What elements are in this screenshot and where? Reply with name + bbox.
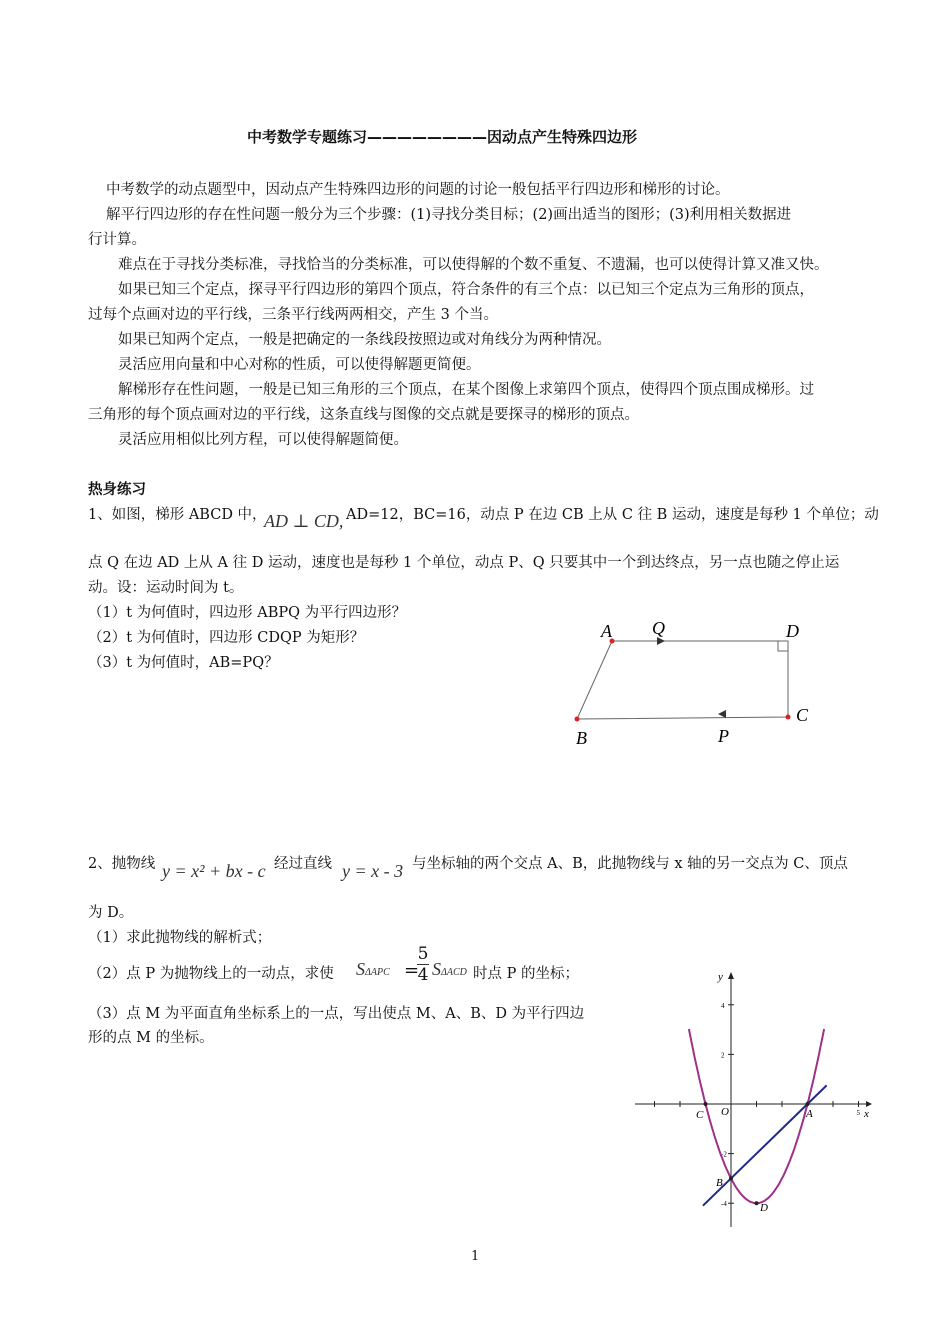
intro-line-7: 如果已知两个定点，一般是把确定的一条线段按照边或对角线分为两种情况。 [118,332,611,348]
right-angle-mark [778,641,788,651]
q2-mid: 经过直线 [274,856,332,872]
q2-rest: 与坐标轴的两个交点 A、B，此抛物线与 x 轴的另一交点为 C、顶点 [412,856,848,872]
q1-part-2: （2）t 为何值时，四边形 CDQP 为矩形？ [88,630,365,646]
y-axis-arrow [728,972,734,979]
q2-line-2: 为 D。 [88,905,134,921]
label-a: A [601,621,612,641]
graph-axes [635,972,872,1227]
parabola-curve [689,1029,824,1203]
q2-eq-sign: = [404,960,420,981]
graph-label-c: C [696,1109,704,1121]
graph-point-d [755,1201,759,1205]
x-tick-label: 5 [856,1109,860,1117]
graph-ticks [655,1002,861,1208]
q2-part-2-post: 时点 P 的坐标； [473,966,579,982]
graph-label-d: D [760,1202,768,1214]
page-title: 中考数学专题练习————————因动点产生特殊四边形 [247,128,638,146]
intro-line-10: 三角形的每个顶点画对边的平行线，这条直线与图像的交点就是要探寻的梯形的顶点。 [88,407,639,423]
q2-prefix: 2、抛物线 [88,856,156,872]
fraction-num: 5 [417,944,429,964]
graph-y-label: y [718,971,723,983]
q2-part-1: （1）求此抛物线的解析式； [88,930,272,946]
trapezoid-figure [560,615,820,750]
arrow-q [657,637,665,645]
section-heading: 热身练习 [88,482,146,498]
label-q: Q [652,618,665,638]
fraction [417,945,429,984]
intro-line-9: 解梯形存在性问题，一般是已知三角形的三个顶点，在某个图像上求第四个顶点，使得四个顶点围成梯形。过 [118,382,814,398]
q1-line-2: 点 Q 在边 AD 上从 A 往 D 运动，速度也是每秒 1 个单位，动点 P、Q 只要其中一个到达终点，另一点也随之停止运 [88,555,840,571]
fraction-den: 4 [417,965,429,985]
graph-label-a: A [806,1108,813,1120]
s2-sub: ΔACD [441,967,467,978]
arrow-p [718,710,726,718]
q2-eq1: y = x² + bx - c [162,861,266,881]
page-number: 1 [471,1249,480,1264]
q1-line-3: 动。设：运动时间为 t。 [88,580,244,596]
y-tick-label: -2 [721,1150,727,1159]
graph-origin-label: O [721,1106,729,1118]
s1-sub: ΔAPC [365,967,390,978]
point-c [786,715,791,720]
q1-math: AD ⊥ CD, [264,511,344,531]
s2-letter: S [432,959,441,979]
s1-letter: S [356,959,365,979]
intro-line-8: 灵活应用向量和中心对称的性质，可以使得解题更简便。 [118,357,481,373]
q1-part-3: （3）t 为何值时，AB=PQ？ [88,655,279,671]
q2-s1 [356,959,390,980]
y-tick-label: 2 [721,1051,725,1060]
graph-point-c [704,1102,708,1106]
q2-part-3-line-1: （3）点 M 为平面直角坐标系上的一点，写出使点 M、A、B、D 为平行四边 [88,1006,585,1022]
intro-line-4: 难点在于寻找分类标准，寻找恰当的分类标准，可以使得解的个数不重复、不遗漏，也可以使得计算又准又快。 [118,257,829,273]
label-b: B [576,728,587,748]
graph-label-b: B [716,1177,723,1189]
trapezoid-outline [577,641,788,719]
intro-line-2: 解平行四边形的存在性问题一般分为三个步骤：(1)寻找分类目标；(2)画出适当的图形；(3)利用相关数据进 [106,207,792,223]
q2-part-3-line-2: 形的点 M 的坐标。 [88,1030,214,1046]
parabola-graph [630,965,880,1235]
label-p: P [718,726,729,746]
intro-line-11: 灵活应用相似比列方程，可以使得解题简便。 [118,432,408,448]
x-axis-arrow [866,1101,872,1107]
q2-eq2: y = x - 3 [342,861,404,881]
label-c: C [796,705,809,725]
q1-rest: AD=12，BC=16，动点 P 在边 CB 上从 C 往 B 运动，速度是每秒 1 个单位；动 [346,507,879,523]
intro-line-1: 中考数学的动点题型中，因动点产生特殊四边形的问题的讨论一般包括平行四边形和梯形的讨论。 [106,182,730,198]
y-tick-label: -4 [721,1200,727,1209]
graph-point-a [806,1102,810,1106]
intro-line-6: 过每个点画对边的平行线，三条平行线两两相交，产生 3 个当。 [88,307,498,323]
graph-point-b [729,1176,733,1180]
q2-s2 [432,959,467,980]
intro-line-5: 如果已知三个定点，探寻平行四边形的第四个顶点，符合条件的有三个点：以已知三个定点为三角形的顶点， [118,282,814,298]
y-tick-label: 4 [721,1001,725,1010]
label-d: D [786,621,799,641]
q1-prefix: 1、如图，梯形 ABCD 中， [88,507,267,523]
point-b [575,717,580,722]
graph-x-label: x [864,1108,869,1120]
q1-part-1: （1）t 为何值时，四边形 ABPQ 为平行四边形？ [88,605,407,621]
intro-line-3: 行计算。 [88,232,146,248]
q2-part-2-pre: （2）点 P 为抛物线上的一动点，求使 [88,966,334,982]
